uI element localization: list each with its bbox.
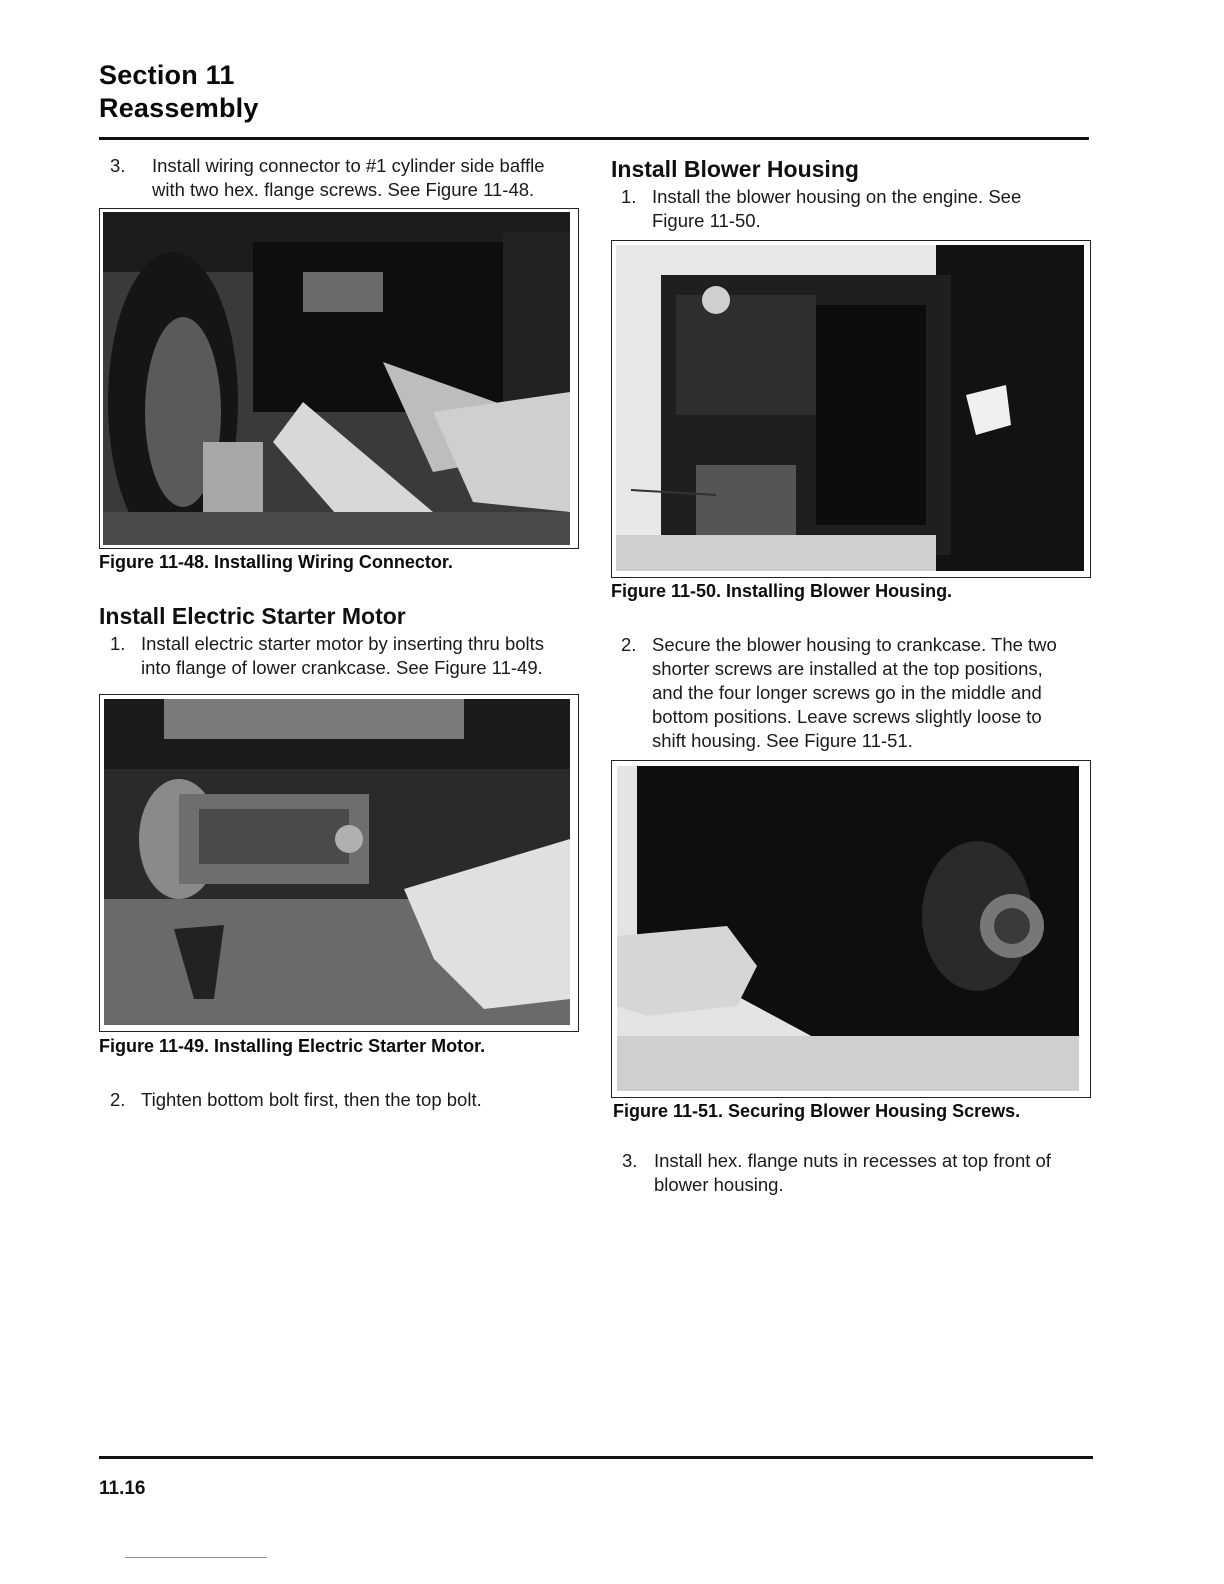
step-text-line: shorter screws are installed at the top positions, bbox=[652, 658, 1043, 679]
heading-install-electric-starter-motor: Install Electric Starter Motor bbox=[99, 603, 406, 629]
step-text-line: Figure 11-50. bbox=[652, 210, 761, 231]
figure-11-51-photo bbox=[617, 766, 1079, 1091]
figure-11-50-frame bbox=[611, 240, 1091, 578]
step-text-line: and the four longer screws go in the middle and bbox=[652, 682, 1042, 703]
header-rule bbox=[99, 137, 1089, 140]
step-number: 3. bbox=[110, 155, 126, 176]
heading-install-blower-housing: Install Blower Housing bbox=[611, 156, 859, 182]
figure-11-49-frame bbox=[99, 694, 579, 1032]
page-number: 11.16 bbox=[99, 1478, 146, 1499]
step-text-line: Install hex. flange nuts in recesses at top front of bbox=[654, 1150, 1051, 1171]
step-text-line: Tighten bottom bolt first, then the top bolt. bbox=[141, 1089, 482, 1110]
step-install-starter-motor bbox=[110, 632, 580, 682]
figure-11-49-photo bbox=[104, 699, 570, 1025]
step-text-line: into flange of lower crankcase. See Figure 11-49. bbox=[141, 657, 543, 678]
figure-11-51-frame bbox=[611, 760, 1091, 1098]
bottom-edge-line bbox=[125, 1557, 267, 1558]
step-number: 2. bbox=[621, 634, 637, 655]
step-install-wiring-connector bbox=[110, 154, 580, 204]
step-text-line: Install electric starter motor by inserting thru bolts bbox=[141, 633, 545, 654]
step-text-line: with two hex. flange screws. See Figure 11-48. bbox=[152, 179, 535, 200]
step-tighten-bolts bbox=[110, 1088, 580, 1114]
figure-11-48-caption: Figure 11-48. Installing Wiring Connector. bbox=[99, 552, 453, 572]
step-number: 1. bbox=[110, 633, 126, 654]
page-title: Reassembly bbox=[99, 93, 259, 123]
step-number: 1. bbox=[621, 186, 637, 207]
figure-11-48-photo bbox=[103, 212, 570, 545]
figure-11-50-photo bbox=[616, 245, 1084, 571]
step-secure-blower-housing bbox=[621, 633, 1091, 757]
step-number: 3. bbox=[622, 1150, 638, 1171]
figure-11-48-frame bbox=[99, 208, 579, 549]
figure-11-51-caption: Figure 11-51. Securing Blower Housing Screws. bbox=[613, 1101, 1021, 1121]
step-text-line: Install the blower housing on the engine. See bbox=[652, 186, 1022, 207]
step-text-line: Install wiring connector to #1 cylinder side baffle bbox=[152, 155, 545, 176]
footer-rule bbox=[99, 1456, 1093, 1459]
step-text-line: bottom positions. Leave screws slightly loose to bbox=[652, 706, 1042, 727]
step-text-line: blower housing. bbox=[654, 1174, 784, 1195]
step-number: 2. bbox=[110, 1089, 126, 1110]
figure-11-49-caption: Figure 11-49. Installing Electric Starter Motor. bbox=[99, 1036, 486, 1056]
section-label: Section 11 bbox=[99, 60, 235, 90]
step-text-line: shift housing. See Figure 11-51. bbox=[652, 730, 913, 751]
step-text-line: Secure the blower housing to crankcase. The two bbox=[652, 634, 1057, 655]
step-install-flange-nuts bbox=[622, 1149, 1092, 1199]
step-install-blower-housing bbox=[621, 185, 1091, 235]
figure-11-50-caption: Figure 11-50. Installing Blower Housing. bbox=[611, 581, 953, 601]
